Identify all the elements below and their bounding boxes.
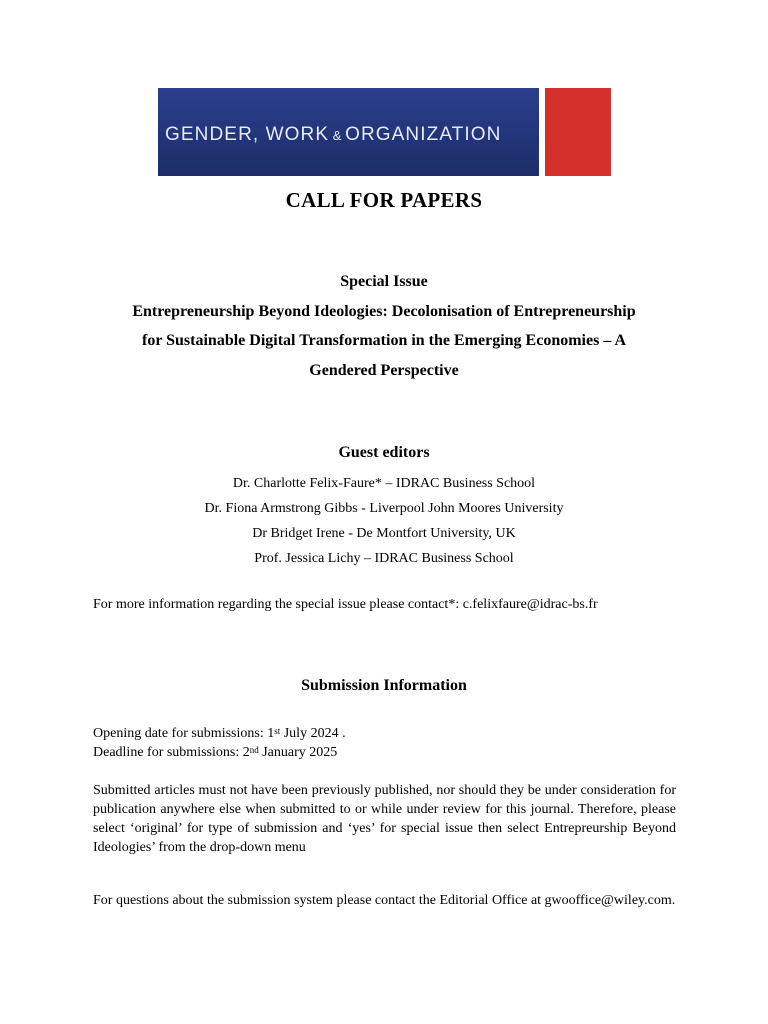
opening-date-rest: July 2024 . <box>280 726 346 741</box>
opening-date-ordinal: st <box>274 726 281 736</box>
special-issue-title-line: Gendered Perspective <box>309 361 459 379</box>
special-issue-label: Special Issue <box>340 273 428 290</box>
deadline-date-rest: January 2025 <box>258 745 338 760</box>
submission-info-heading: Submission Information <box>301 677 467 694</box>
banner-red-block <box>545 88 611 176</box>
special-issue-title-line: for Sustainable Digital Transformation in the Emerging Economies – A <box>141 332 626 349</box>
banner-blue-panel <box>158 88 539 176</box>
opening-date-label: Opening date for submissions: 1 <box>93 726 275 741</box>
editorial-office-contact-paragraph: For questions about the submission system please contact the Editorial Office at gwooffice@wiley.com. <box>93 893 676 908</box>
submission-dates <box>93 724 346 762</box>
special-issue-title-line: Entrepreneurship Beyond Ideologies: Decolonisation of Entrepreneurship <box>132 302 636 320</box>
call-for-papers-heading: CALL FOR PAPERS <box>285 188 483 212</box>
guest-editor-item: Prof. Jessica Lichy – IDRAC Business School <box>254 551 514 566</box>
special-issue-block <box>0 267 768 385</box>
journal-name-part2: ORGANIZATION <box>345 124 502 145</box>
journal-name <box>165 124 501 146</box>
guest-editor-item: Dr Bridget Irene - De Montfort University, UK <box>252 526 516 541</box>
guest-editors-heading: Guest editors <box>338 444 430 461</box>
deadline-date-ordinal: nd <box>249 745 259 755</box>
deadline-date-line <box>93 743 346 762</box>
deadline-date-label: Deadline for submissions: 2 <box>93 745 250 760</box>
journal-name-part1: GENDER, WORK <box>165 124 330 145</box>
journal-name-ampersand: & <box>329 128 346 143</box>
opening-date-line <box>93 724 346 743</box>
journal-banner <box>158 88 611 176</box>
guest-editor-item: Dr. Fiona Armstrong Gibbs - Liverpool John Moores University <box>204 501 564 516</box>
guest-editors-list <box>0 471 768 571</box>
guest-editor-item: Dr. Charlotte Felix-Faure* – IDRAC Business School <box>232 476 536 491</box>
submission-requirements-paragraph: Submitted articles must not have been previously published, nor should they be under consideration for publication anywhere else when submitted to or while under review for this journal. Therefore, please select ‘original’ for type of submission and ‘yes’ for special issue then select Entrepreurship Beyond Ideologies’ from the drop-down menu <box>93 783 676 855</box>
contact-info-line: For more information regarding the special issue please contact*: c.felixfaure@idrac-bs.fr <box>93 597 598 612</box>
